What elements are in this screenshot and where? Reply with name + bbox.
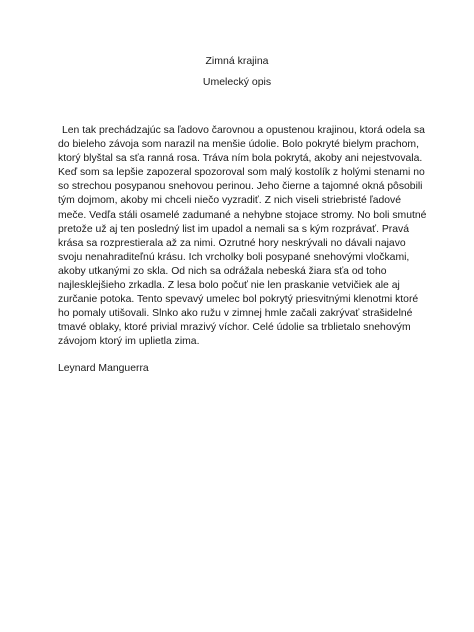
author-signature: Leynard Manguerra bbox=[58, 363, 149, 374]
body-paragraph: Len tak prechádzajúc sa ľadovo čarovnou a opustenou krajinou, ktorá odela sa do bieleho závoja som narazil na menšie údolie. Bolo pokryté bielym prachom, ktorý blyštal sa sťa ranná rosa. Tráva ním bola pokrytá, akoby ani nejestvovala. Keď som sa lepšie zapozeral spozoroval som malý kostolík z holými stenami no so strechou posypanou snehovou perinou. Jeho čierne a tajomné okná pôsobili tým dojmom, akoby mi chceli niečo vyzradiť. Z nich viseli striebristé ľadové meče. Vedľa stáli osamelé zadumané a nehybne stojace stromy. No boli smutné pretože už aj ten posledný list im upadol a nemali sa s kým rozprávať. Pravá krása sa rozprestierala až za nimi. Ozrutné hory neskrývali no dávali najavo svoju nenahraditeľnú krásu. Ich vrcholky boli posypané snehovými vločkami, akoby utkanými zo skla. Od nich sa odrážala nebeská žiara sťa od toho najlesklejšieho zrkadla. Z lesa bolo počuť nie len praskanie vetvičiek ale aj zurčanie potoka. Tento spevavý umelec bol pokrytý priesvitnými klenotmi ktoré ho pomaly utišovali. Slnko ako ružu v zimnej hmle začali zakrývať strašidelné tmavé oblaky, ktoré privial mrazivý víchor. Celé údolie sa trblietalo snehovým závojom ktorý im uplietla zima. bbox=[58, 125, 427, 348]
document-title: Zimná krajina bbox=[205, 55, 269, 67]
document-subtitle: Umelecký opis bbox=[202, 76, 272, 88]
